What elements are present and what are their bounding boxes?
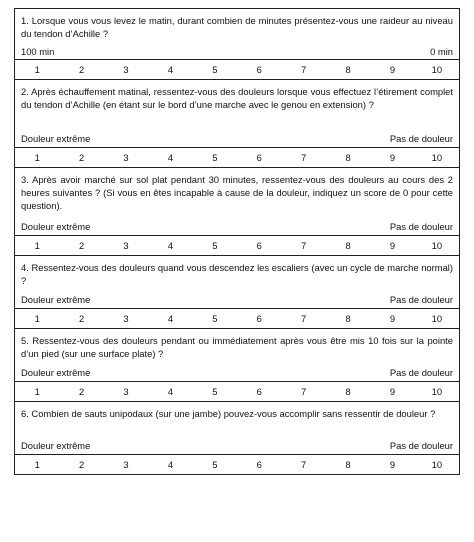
scale-option-10[interactable]: 10: [431, 386, 443, 397]
right-anchor: 0 min: [430, 46, 453, 57]
scale-option-8[interactable]: 8: [345, 152, 351, 163]
scale-option-5[interactable]: 5: [212, 64, 218, 75]
scale-option-2[interactable]: 2: [79, 64, 85, 75]
question-text: 6. Combien de sauts unipodaux (sur une jambe) pouvez-vous accomplir sans ressentir de douleur ?: [21, 408, 436, 419]
scale-option-7[interactable]: 7: [301, 240, 307, 251]
scale-option-8[interactable]: 8: [345, 240, 351, 251]
rating-scale: [15, 455, 459, 474]
right-anchor: Pas de douleur: [389, 440, 453, 451]
scale-option-1[interactable]: 1: [34, 313, 40, 324]
scale-option-7[interactable]: 7: [301, 386, 307, 397]
scale-anchors: [15, 130, 459, 148]
scale-option-2[interactable]: 2: [79, 313, 85, 324]
scale-option-2[interactable]: 2: [79, 386, 85, 397]
scale-option-5[interactable]: 5: [212, 240, 218, 251]
scale-option-4[interactable]: 4: [167, 459, 174, 470]
question-text: 2. Après échauffement matinal, ressentez-vous des douleurs lorsque vous effectuez l’étirement complet du tendon d’Achille (en étant sur le bord d’une marche avec le genou en extension) ?: [21, 86, 453, 110]
scale-option-9[interactable]: 9: [389, 459, 396, 470]
scale-option-2[interactable]: 2: [79, 240, 85, 251]
scale-option-5[interactable]: 5: [212, 313, 218, 324]
scale-anchors: [15, 218, 459, 236]
scale-option-9[interactable]: 9: [389, 240, 396, 251]
scale-option-3[interactable]: 3: [123, 313, 129, 324]
scale-option-1[interactable]: 1: [34, 152, 40, 163]
scale-option-2[interactable]: 2: [79, 459, 85, 470]
scale-option-4[interactable]: 4: [167, 64, 174, 75]
question-text: 5. Ressentez-vous des douleurs pendant ou immédiatement après vous être mis 10 fois sur la pointe d’un pied (sur une surface plate) ?: [21, 335, 453, 359]
right-anchor: Pas de douleur: [389, 133, 453, 144]
question-6: [15, 401, 459, 474]
scale-option-2[interactable]: 2: [79, 152, 85, 163]
scale-option-5[interactable]: 5: [212, 459, 218, 470]
scale-option-3[interactable]: 3: [123, 386, 129, 397]
question-text: 4. Ressentez-vous des douleurs quand vous descendez les escaliers (avec un cycle de marche normal) ?: [21, 262, 453, 286]
scale-option-9[interactable]: 9: [389, 313, 396, 324]
question-text: 1. Lorsque vous vous levez le matin, durant combien de minutes présentez-vous une raideur au niveau du tendon d’Achille ?: [21, 15, 453, 39]
left-anchor: Douleur extrême: [21, 367, 91, 378]
scale-option-5[interactable]: 5: [212, 386, 218, 397]
right-anchor: Pas de douleur: [389, 221, 453, 232]
question-2: [15, 79, 459, 167]
scale-option-4[interactable]: 4: [167, 240, 174, 251]
scale-anchors: [15, 44, 459, 60]
scale-option-3[interactable]: 3: [123, 240, 129, 251]
scale-option-6[interactable]: 6: [256, 313, 262, 324]
question-text: 3. Après avoir marché sur sol plat pendant 30 minutes, ressentez-vous des douleurs au cours des 2 heures suivantes ? (Si vous en êtes incapable à cause de la douleur, indiquez un score de 0 pour cette question).: [21, 174, 453, 211]
scale-option-8[interactable]: 8: [345, 313, 351, 324]
scale-option-1[interactable]: 1: [34, 459, 40, 470]
scale-option-1[interactable]: 1: [34, 240, 40, 251]
scale-option-4[interactable]: 4: [167, 152, 174, 163]
scale-option-10[interactable]: 10: [431, 313, 443, 324]
scale-option-10[interactable]: 10: [431, 64, 443, 75]
scale-option-6[interactable]: 6: [256, 64, 262, 75]
left-anchor: Douleur extrême: [21, 440, 91, 451]
rating-scale: [15, 148, 459, 167]
question-4: [15, 255, 459, 328]
scale-option-3[interactable]: 3: [123, 152, 129, 163]
left-anchor: Douleur extrême: [21, 221, 91, 232]
scale-option-9[interactable]: 9: [389, 152, 396, 163]
right-anchor: Pas de douleur: [389, 294, 453, 305]
right-anchor: Pas de douleur: [389, 367, 453, 378]
scale-option-7[interactable]: 7: [301, 313, 307, 324]
scale-option-3[interactable]: 3: [123, 459, 129, 470]
left-anchor: 100 min: [21, 46, 55, 57]
scale-option-4[interactable]: 4: [167, 313, 174, 324]
scale-option-10[interactable]: 10: [431, 240, 443, 251]
scale-option-6[interactable]: 6: [256, 459, 262, 470]
scale-anchors: [15, 291, 459, 309]
scale-option-1[interactable]: 1: [34, 386, 40, 397]
left-anchor: Douleur extrême: [21, 294, 91, 305]
rating-scale: [15, 382, 459, 401]
left-anchor: Douleur extrême: [21, 133, 91, 144]
scale-option-10[interactable]: 10: [431, 152, 443, 163]
scale-option-6[interactable]: 6: [256, 386, 262, 397]
scale-option-7[interactable]: 7: [301, 459, 307, 470]
scale-option-3[interactable]: 3: [123, 64, 129, 75]
scale-option-4[interactable]: 4: [167, 386, 174, 397]
scale-option-6[interactable]: 6: [256, 240, 262, 251]
scale-option-7[interactable]: 7: [301, 152, 307, 163]
rating-scale: [15, 60, 459, 79]
scale-anchors: [15, 437, 459, 455]
scale-option-8[interactable]: 8: [345, 459, 351, 470]
scale-option-9[interactable]: 9: [389, 386, 396, 397]
question-5: [15, 328, 459, 401]
scale-option-5[interactable]: 5: [212, 152, 218, 163]
questionnaire-table: [14, 8, 460, 475]
scale-option-10[interactable]: 10: [431, 459, 443, 470]
scale-option-6[interactable]: 6: [256, 152, 262, 163]
scale-option-7[interactable]: 7: [301, 64, 307, 75]
scale-option-9[interactable]: 9: [389, 64, 396, 75]
question-1: [15, 9, 459, 79]
scale-option-8[interactable]: 8: [345, 386, 351, 397]
scale-anchors: [15, 364, 459, 382]
rating-scale: [15, 236, 459, 255]
question-3: [15, 167, 459, 255]
scale-option-8[interactable]: 8: [345, 64, 351, 75]
rating-scale: [15, 309, 459, 328]
scale-option-1[interactable]: 1: [34, 64, 40, 75]
